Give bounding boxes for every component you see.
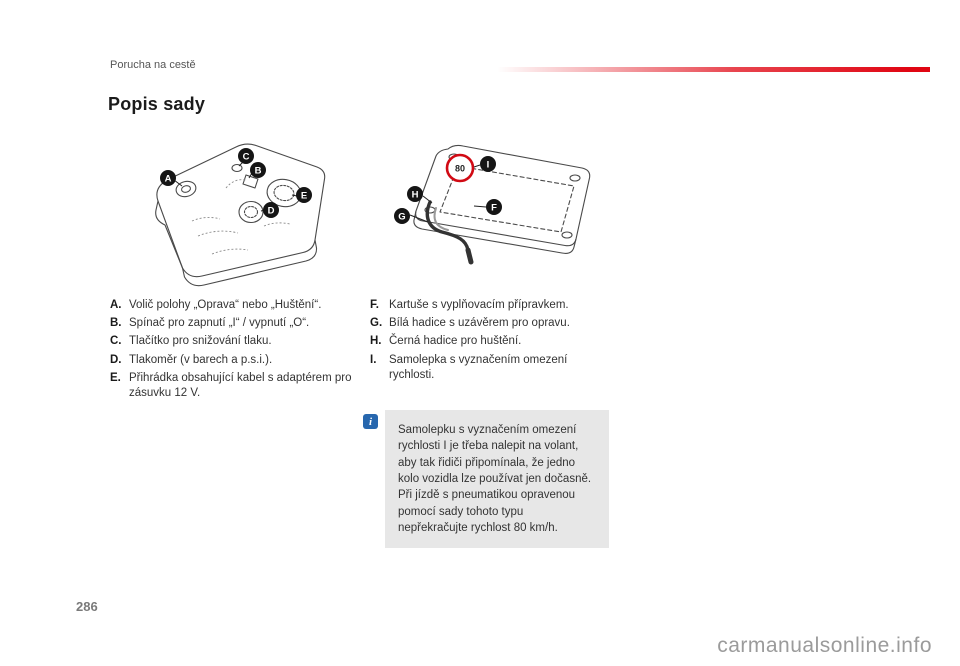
svg-text:A: A (164, 173, 172, 185)
legend-text: Černá hadice pro huštění. (389, 335, 522, 348)
svg-text:D: D (267, 205, 275, 217)
compressor-texture (192, 180, 290, 254)
callout-f (486, 199, 502, 215)
svg-text:I: I (486, 159, 490, 171)
legend-letter: E. (110, 371, 121, 384)
info-text-1: Samolepku s vyznačením omezení rychlosti I je třeba nalepit na volant, aby tak řidiči připomínala, že jedno kolo vozidla lze používat jen dočasně. (398, 424, 592, 485)
callout-b (250, 162, 266, 178)
legend-item-h (370, 334, 610, 349)
legend-item-a (110, 298, 362, 313)
legend-item-g (370, 316, 610, 331)
svg-text:C: C (242, 151, 250, 163)
legend-text: Tlačítko pro snižování tlaku. (129, 335, 272, 348)
page-number: 286 (76, 599, 98, 614)
callout-i (480, 156, 496, 172)
info-icon: i (363, 414, 378, 429)
legend-letter: A. (110, 299, 122, 311)
legend-item-i (370, 353, 610, 383)
legend-text: Volič polohy „Oprava“ nebo „Huštění“. (129, 299, 322, 311)
legend-letter: F. (370, 299, 379, 311)
legend-text: Bílá hadice s uzávěrem pro opravu. (389, 317, 570, 330)
legend-letter: C. (110, 335, 122, 348)
info-text-2: Při jízdě s pneumatikou opravenou pomocí sady tohoto typu nepřekračujte rychlost 80 km/h. (398, 489, 576, 534)
svg-text:G: G (398, 211, 406, 223)
callout-e (296, 187, 312, 203)
legend-letter: B. (110, 317, 122, 330)
legend-item-c (110, 334, 362, 349)
watermark: carmanualsonline.info (717, 634, 932, 657)
legend-item-d (110, 353, 362, 368)
svg-text:80: 80 (454, 163, 466, 174)
hoses-drawing (427, 202, 471, 262)
legend-letter: I. (370, 353, 377, 366)
diagram-compressor-kit (134, 126, 346, 296)
legend-left (110, 298, 362, 404)
legend-letter: H. (370, 335, 382, 348)
kit-box-drawing (411, 145, 590, 253)
callout-g (394, 208, 410, 224)
speed-limit-sticker (447, 155, 473, 181)
legend-text: Spínač pro zapnutí „I“ / vypnutí „O“. (129, 317, 310, 330)
callout-a (160, 170, 176, 186)
legend-letter: G. (370, 317, 383, 330)
svg-text:F: F (491, 202, 497, 214)
svg-text:H: H (411, 189, 419, 201)
legend-text: Samolepka s vyznačením omezení rychlosti. (389, 353, 568, 381)
legend-item-b (110, 316, 362, 331)
legend-text: Tlakoměr (v barech a p.s.i.). (129, 353, 273, 366)
legend-text: Kartuše s vyplňovacím přípravkem. (389, 299, 569, 311)
legend-item-e (110, 371, 362, 401)
legend-right (370, 298, 610, 386)
callout-c (238, 148, 254, 164)
legend-text: Přihrádka obsahující kabel s adaptérem pro zásuvku 12 V. (129, 371, 352, 399)
svg-text:E: E (300, 190, 308, 202)
page-title: Popis sady (108, 94, 206, 114)
info-box (385, 410, 609, 548)
callout-d (263, 202, 279, 218)
diagram-kit-box (384, 124, 630, 289)
legend-letter: D. (110, 353, 122, 366)
header-red-rule (497, 67, 930, 72)
legend-item-f (370, 298, 610, 313)
breadcrumb: Porucha na cestě (110, 59, 196, 71)
callout-h (407, 186, 423, 202)
svg-text:B: B (254, 165, 262, 177)
